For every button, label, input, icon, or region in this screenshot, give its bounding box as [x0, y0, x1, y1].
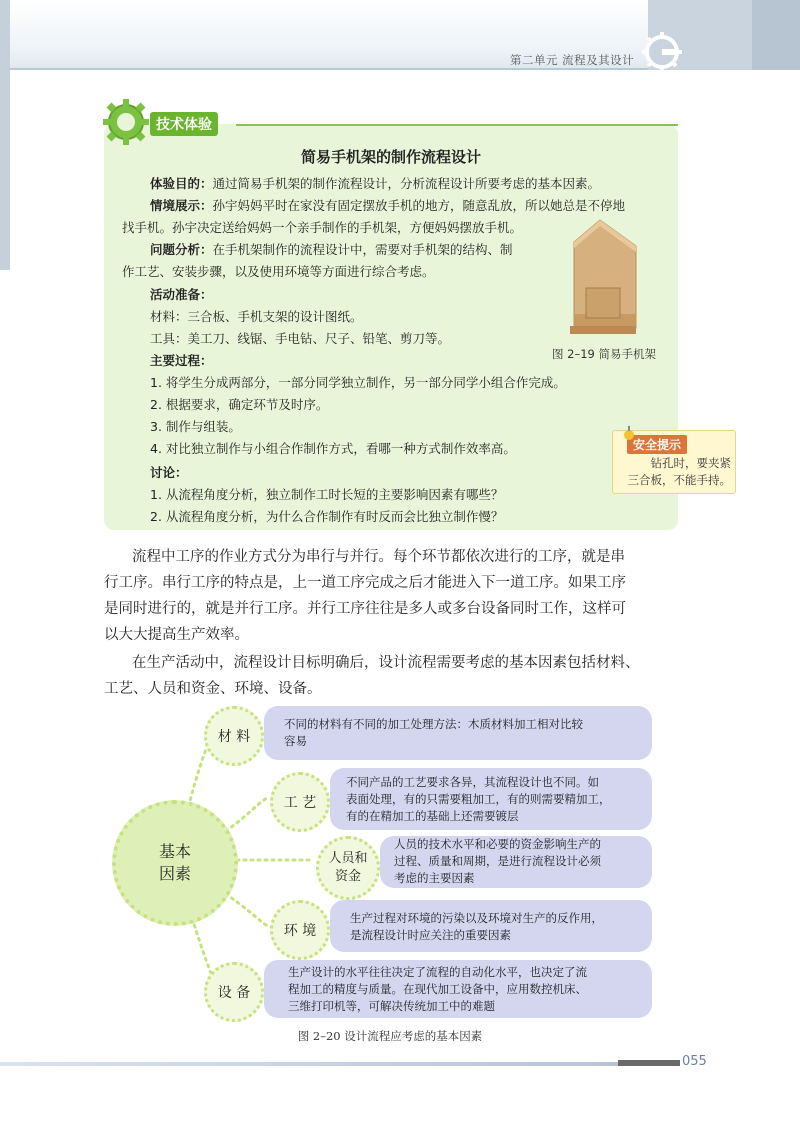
safety-text-line-2: 三合板，不能手持。: [627, 473, 731, 487]
factor-name-equipment: 设 备: [217, 985, 251, 1001]
body-paragraph-1: [104, 544, 682, 648]
safety-text: [621, 455, 731, 489]
step-4: 4. 对比独立制作与小组合作制作方式，看哪一种方式制作效率高。: [150, 441, 516, 456]
factor-desc-craft: 不同产品的工艺要求各异，其流程设计也不同。如 表面处理，有的只需要粗加工，有的则需要精加工， 有的在精加工的基础上还需要镀层: [346, 775, 611, 823]
factor-desc-people: 人员的技术水平和必要的资金影响生产的 过程、质量和周期，是进行流程设计必须 考虑的主要因素: [394, 837, 601, 885]
step-3: 3. 制作与组装。: [150, 419, 241, 434]
situation-line-2: 找手机。孙宇决定送给妈妈一个亲手制作的手机架，方便妈妈摆放手机。: [122, 220, 523, 235]
gear-icon: [640, 30, 684, 74]
factor-desc-environment: 生产过程对环境的污染以及环境对生产的反作用， 是流程设计时应关注的重要因素: [350, 911, 603, 942]
safety-text-line-1: 钻孔时，要夹紧: [650, 456, 731, 470]
factor-circle-craft: [270, 772, 330, 832]
page-number: 055: [682, 1054, 707, 1069]
factor-pill-environment: [330, 900, 652, 952]
process-label: 主要过程：: [150, 353, 213, 368]
step-2: 2. 根据要求，确定环节及时序。: [150, 397, 329, 412]
activity-title: 简易手机架的制作流程设计: [300, 148, 481, 166]
factor-pill-materials: [264, 706, 652, 760]
situation-label: 情境展示：: [150, 198, 213, 213]
problem-text-1: 在手机架制作的流程设计中，需要对手机架的结构、制: [212, 242, 513, 257]
body-p2-line-1: 在生产活动中，流程设计目标明确后，设计流程需要考虑的基本因素包括材料、: [132, 655, 640, 671]
discussion-2: 2. 从流程角度分析，为什么合作制作有时反而会比独立制作慢？: [150, 509, 504, 524]
problem-label: 问题分析：: [150, 242, 213, 257]
header-rule: [0, 68, 648, 70]
factor-circle-environment: [270, 900, 330, 960]
factor-circle-materials: [204, 706, 264, 766]
body-p1-line-2: 行工序。串行工序的特点是，上一道工序完成之后才能进入下一道工序。如果工序: [104, 575, 626, 591]
unit-title: 第二单元 流程及其设计: [510, 53, 635, 67]
figure-caption-2-19: 图 2–19 简易手机架: [552, 347, 657, 361]
body-p1-line-4: 以大大提高生产效率。: [104, 627, 249, 643]
factor-desc-materials: 不同的材料有不同的加工处理方法：木质材料加工相对比较 容易: [284, 717, 583, 748]
body-p2-line-2: 工艺、人员和资金、环境、设备。: [104, 681, 322, 697]
factor-circle-equipment: [204, 962, 264, 1022]
problem-line-2: 作工艺、安装步骤，以及使用环境等方面进行综合考虑。: [122, 264, 435, 279]
section-rule: [236, 124, 678, 126]
footer-block: [618, 1060, 680, 1066]
step-1: 1. 将学生分成两部分，一部分同学独立制作，另一部分同学小组合作完成。: [150, 375, 566, 390]
factor-name-people-line-1: 人员和: [328, 851, 368, 866]
phone-stand-image: [566, 218, 638, 340]
factor-name-people-line-2: 资金: [334, 869, 361, 884]
safety-title: 安全提示: [627, 435, 687, 454]
center-circle-basic-factors: [112, 800, 238, 926]
discuss-label: 讨论：: [150, 465, 188, 480]
section-label: 技术体验: [150, 112, 218, 136]
problem-line-1: [150, 239, 513, 261]
situation-text-1: 孙宇妈妈平时在家没有固定摆放手机的地方，随意乱放，所以她总是不停地: [212, 198, 626, 213]
drill-bit-icon: [621, 426, 637, 442]
factor-circle-people-funds: [316, 836, 380, 900]
body-p1-line-1: 流程中工序的作业方式分为串行与并行。每个环节都依次进行的工序，就是串: [132, 549, 625, 565]
factor-name-environment: 环 境: [283, 923, 317, 939]
factor-desc-equipment: 生产设计的水平往往决定了流程的自动化水平，也决定了流 程加工的精度与质量。在现代加工设备中，应用数控机床、 三维打印机等，可解决传统加工中的难题: [288, 965, 587, 1013]
center-label-line-1: 基本: [158, 842, 191, 861]
materials-line: 材料：三合板、手机支架的设计图纸。: [150, 309, 363, 324]
body-p1-line-3: 是同时进行的，就是并行工序。并行工序往往是多人或多台设备同时工作，这样可: [104, 601, 626, 617]
center-label-line-2: 因素: [158, 864, 191, 883]
factor-pill-craft: [330, 768, 652, 830]
purpose-text: 通过简易手机架的制作流程设计，分析流程设计所要考虑的基本因素。: [212, 176, 601, 191]
tools-line: 工具：美工刀、线锯、手电钻、尺子、铅笔、剪刀等。: [150, 331, 451, 346]
purpose-label: 体验目的：: [150, 176, 213, 191]
purpose-line: [150, 173, 600, 195]
body-paragraph-2: [104, 650, 682, 702]
factor-name-materials: 材 料: [217, 729, 251, 745]
factor-pill-equipment: [264, 960, 652, 1018]
situation-line-1: [150, 195, 625, 217]
left-margin-strip: [0, 0, 10, 270]
prep-label: 活动准备：: [150, 287, 213, 302]
discussion-1: 1. 从流程角度分析，独立制作工时长短的主要影响因素有哪些？: [150, 487, 504, 502]
footer-rule: [0, 1062, 618, 1066]
factor-pill-people: [380, 836, 652, 888]
factor-name-craft: 工 艺: [283, 795, 317, 811]
figure-caption-2-20: 图 2–20 设计流程应考虑的基本因素: [297, 1029, 483, 1043]
